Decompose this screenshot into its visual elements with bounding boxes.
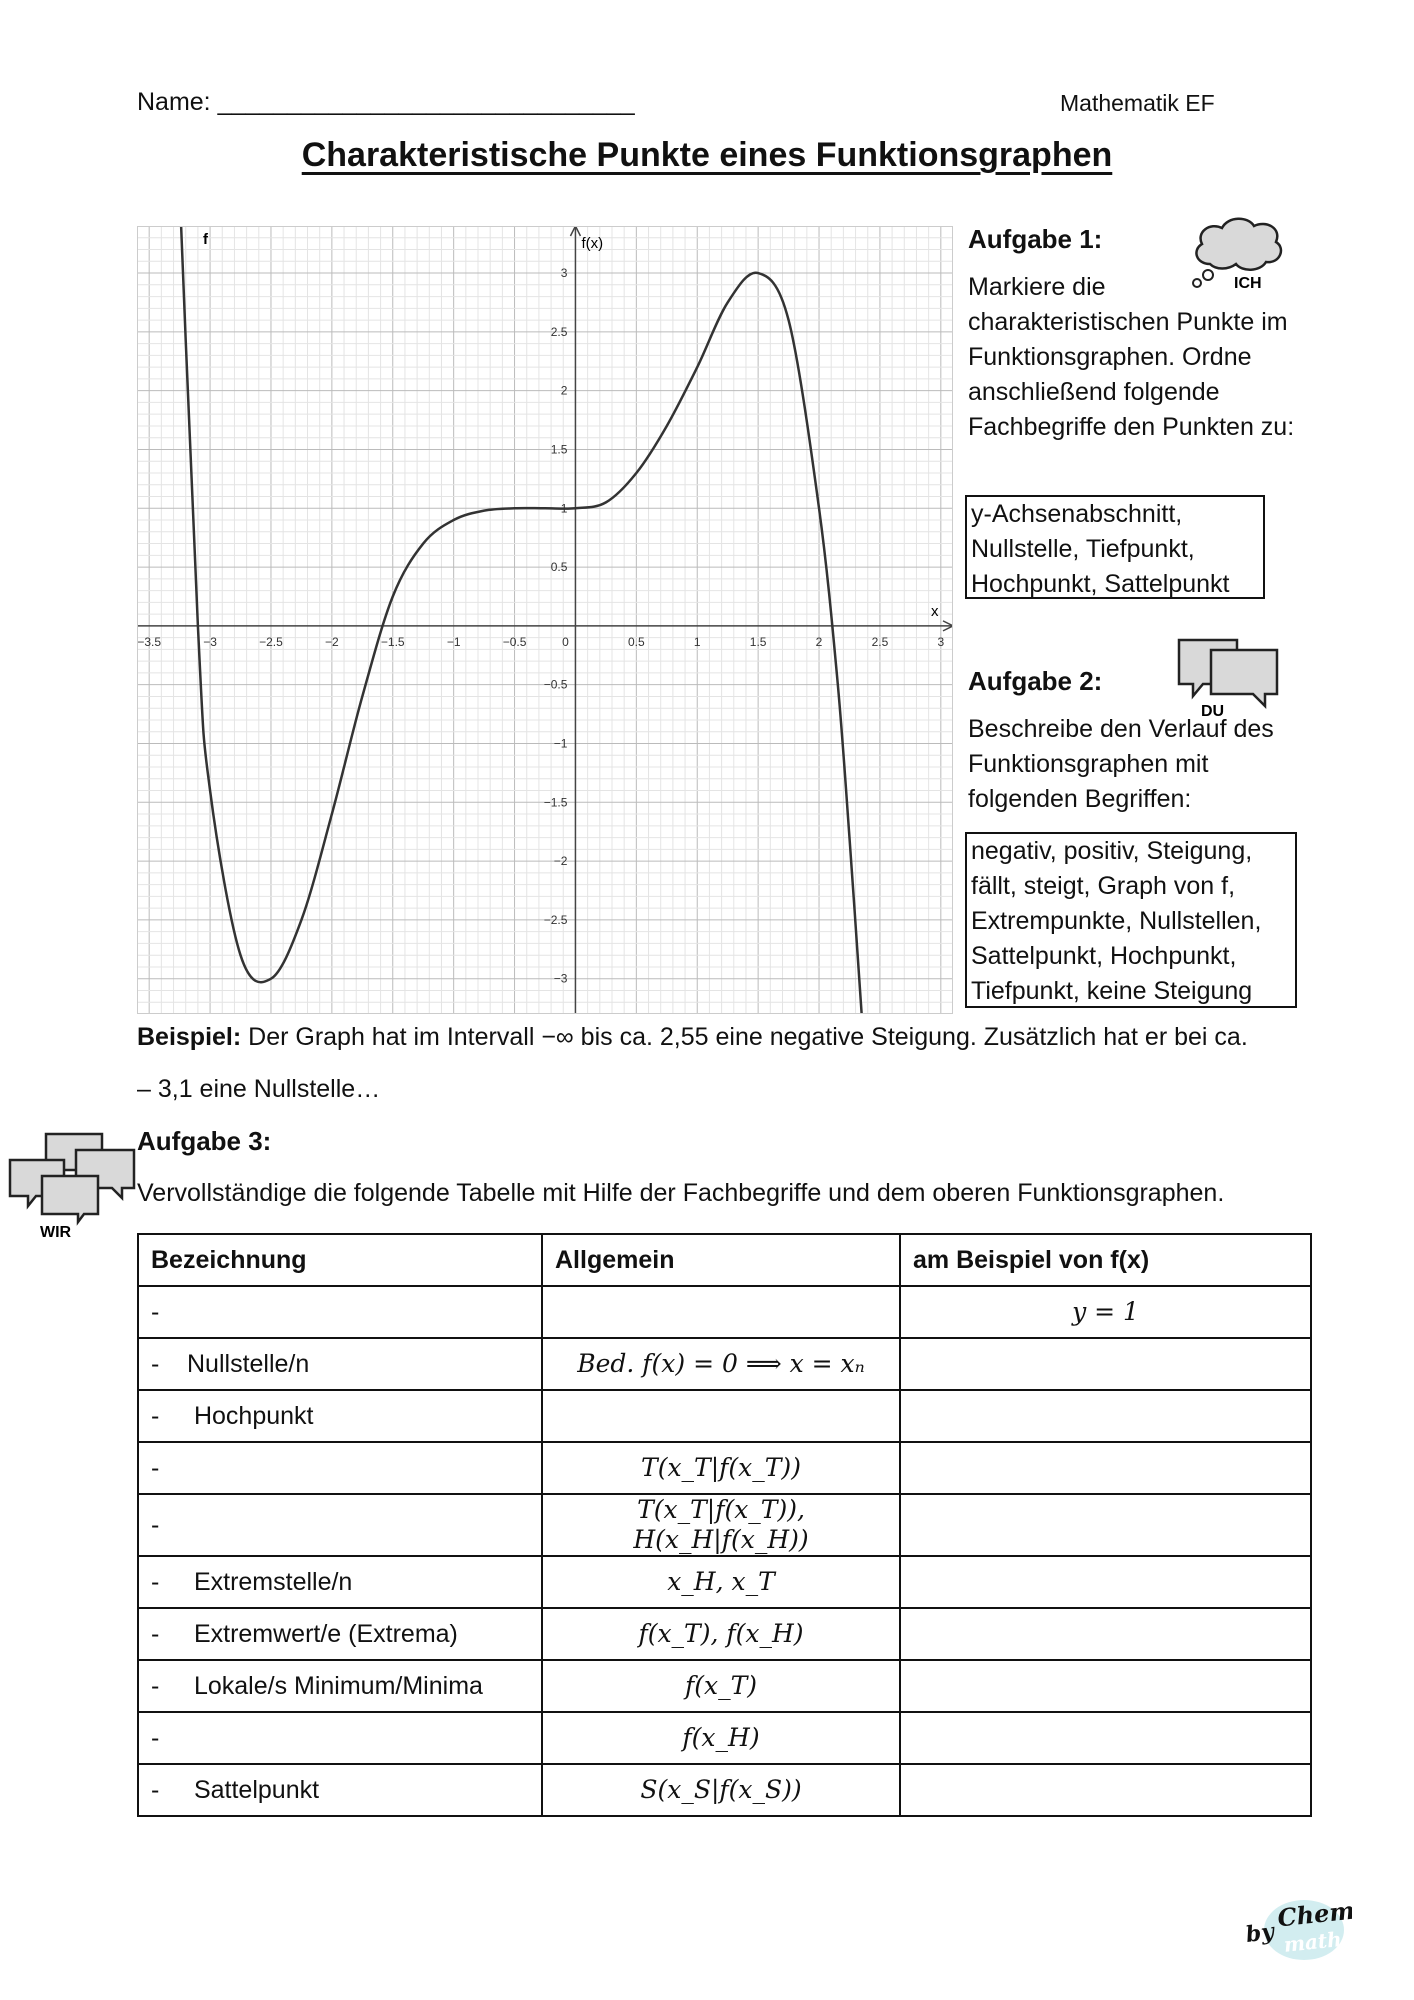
example-label: Beispiel:: [137, 1023, 242, 1051]
task3-heading: Aufgabe 3:: [137, 1126, 272, 1156]
table-header-row: [138, 1234, 1311, 1286]
x-tick-label: −0.5: [502, 634, 527, 649]
cell-name[interactable]: - Sattelpunkt: [138, 1764, 542, 1816]
x-tick-label: −2.5: [259, 634, 283, 649]
term-line: negativ, positiv, Steigung,: [971, 837, 1253, 865]
table-row: [138, 1286, 1311, 1338]
y-tick-label: 3: [560, 266, 568, 281]
function-label: f: [203, 231, 208, 248]
cell-example[interactable]: [900, 1660, 1311, 1712]
cell-general[interactable]: S(x_S|f(x_S)): [542, 1764, 900, 1816]
y-axis-label: f(x): [581, 235, 604, 252]
cell-name[interactable]: - Hochpunkt: [138, 1390, 542, 1442]
x-tick-label: −1.5: [380, 634, 405, 649]
cell-general[interactable]: x_H, x_T: [542, 1556, 900, 1608]
terms-table: [137, 1233, 1312, 1817]
table-row: [138, 1390, 1311, 1442]
cell-example[interactable]: [900, 1390, 1311, 1442]
x-tick-label: 0.5: [627, 634, 645, 649]
svg-text:math: math: [1282, 1926, 1343, 1957]
table-row: [138, 1764, 1311, 1816]
table-row: [138, 1660, 1311, 1712]
bychemmath-logo: [1242, 1890, 1352, 1970]
cell-example[interactable]: [900, 1494, 1311, 1556]
x-tick-label: −2: [325, 634, 339, 649]
y-tick-label: 2: [560, 383, 568, 398]
cell-example[interactable]: y = 1: [900, 1286, 1311, 1338]
table-row: [138, 1712, 1311, 1764]
term-line: y-Achsenabschnitt,: [971, 500, 1183, 528]
x-tick-label: 0: [562, 634, 569, 649]
table-row: [138, 1442, 1311, 1494]
name-label: Name:: [137, 88, 218, 116]
y-tick-label: −2.5: [543, 912, 568, 927]
task1-text: Markiere die charakteristischen Punkte im Funktionsgraphen. Ordne anschließend folgende Fachbegriffe den Punkten zu:: [968, 273, 1295, 441]
cell-name[interactable]: -: [138, 1442, 542, 1494]
group-bubbles-icon: [6, 1130, 138, 1240]
table-row: [138, 1608, 1311, 1660]
y-tick-label: 0.5: [550, 560, 568, 575]
graph-svg: [137, 226, 953, 1014]
term-line: Tiefpunkt, keine Steigung: [971, 977, 1253, 1005]
col-header-allgemein: Allgemein: [542, 1234, 900, 1286]
term-line: Extrempunkte, Nullstellen,: [971, 907, 1262, 935]
ich-label: ICH: [1234, 275, 1262, 292]
x-tick-label: 2: [815, 634, 823, 649]
cell-general[interactable]: f(x_T), f(x_H): [542, 1608, 900, 1660]
y-tick-label: −1.5: [543, 795, 568, 810]
page-title: Charakteristische Punkte eines Funktionsgraphen: [301, 136, 1113, 174]
cell-general[interactable]: Bed. f(x) = 0 ⟹ x = xₙ: [542, 1338, 900, 1390]
cell-general[interactable]: [542, 1286, 900, 1338]
name-field[interactable]: [137, 88, 635, 117]
svg-text:Chem: Chem: [1276, 1895, 1352, 1933]
cell-general[interactable]: T(x_T|f(x_T)), H(x_H|f(x_H)): [542, 1494, 900, 1556]
svg-text:by: by: [1244, 1918, 1276, 1949]
cell-name[interactable]: -: [138, 1712, 542, 1764]
example-line2: – 3,1 eine Nullstelle…: [137, 1075, 381, 1103]
example-line1: Der Graph hat im Intervall −∞ bis ca. 2,55 eine negative Steigung. Zusätzlich hat er bei ca.: [241, 1023, 1248, 1051]
cell-general[interactable]: T(x_T|f(x_T)): [542, 1442, 900, 1494]
cell-general[interactable]: f(x_H): [542, 1712, 900, 1764]
table-row: [138, 1338, 1311, 1390]
speech-bubbles-icon: [1175, 636, 1285, 718]
cell-example[interactable]: [900, 1556, 1311, 1608]
cell-example[interactable]: [900, 1712, 1311, 1764]
cell-example[interactable]: [900, 1764, 1311, 1816]
x-tick-label: −1: [446, 634, 461, 649]
cell-name[interactable]: - Nullstelle/n: [138, 1338, 542, 1390]
cell-name[interactable]: -: [138, 1286, 542, 1338]
name-blank: ______________________________: [217, 88, 635, 116]
cell-name[interactable]: - Lokale/s Minimum/Minima: [138, 1660, 542, 1712]
x-tick-label: −3.5: [137, 634, 162, 649]
task1-terms-box: [965, 495, 1265, 599]
cell-name[interactable]: -: [138, 1494, 542, 1556]
cell-example[interactable]: [900, 1608, 1311, 1660]
table-row: [138, 1556, 1311, 1608]
x-tick-label: 3: [937, 634, 945, 649]
term-line: Sattelpunkt, Hochpunkt,: [971, 942, 1237, 970]
term-line: Nullstelle, Tiefpunkt,: [971, 535, 1195, 563]
course-label: Mathematik EF: [1060, 90, 1215, 116]
y-tick-label: −2: [553, 854, 568, 869]
cell-example[interactable]: [900, 1442, 1311, 1494]
wir-label: WIR: [40, 1224, 72, 1240]
y-tick-label: −1: [553, 736, 568, 751]
y-tick-label: −3: [553, 971, 568, 986]
term-line: fällt, steigt, Graph von f,: [971, 872, 1236, 900]
cell-general[interactable]: [542, 1390, 900, 1442]
col-header-bezeichnung: Bezeichnung: [138, 1234, 542, 1286]
graph-frame: [138, 227, 953, 1014]
task2-heading: Aufgabe 2:: [968, 666, 1103, 696]
col-header-beispiel: am Beispiel von f(x): [900, 1234, 1311, 1286]
task1-heading: Aufgabe 1:: [968, 224, 1103, 254]
x-tick-label: 1: [693, 634, 701, 649]
x-axis-label: x: [931, 602, 939, 620]
y-tick-label: 1: [560, 501, 568, 516]
cell-name[interactable]: - Extremstelle/n: [138, 1556, 542, 1608]
cell-example[interactable]: [900, 1338, 1311, 1390]
cell-general[interactable]: f(x_T): [542, 1660, 900, 1712]
x-tick-label: 1.5: [749, 634, 767, 649]
task2-terms-box: [965, 832, 1297, 1008]
y-tick-label: 2.5: [550, 324, 568, 339]
term-line: Hochpunkt, Sattelpunkt: [971, 570, 1230, 598]
y-tick-label: −0.5: [543, 677, 568, 692]
y-tick-label: 1.5: [550, 442, 568, 457]
x-tick-label: −3: [203, 634, 217, 649]
x-tick-label: 2.5: [871, 634, 889, 649]
example-text: [137, 1020, 1337, 1055]
cell-name[interactable]: - Extremwert/e (Extrema): [138, 1608, 542, 1660]
task3-text: Vervollständige die folgende Tabelle mit Hilfe der Fachbegriffe und dem oberen Funktionsgraphen.: [137, 1179, 1225, 1207]
table-row: [138, 1494, 1311, 1556]
du-label: DU: [1201, 703, 1225, 718]
task2-text: Beschreibe den Verlauf des Funktionsgraphen mit folgenden Begriffen:: [968, 715, 1274, 813]
function-graph: [137, 226, 953, 1014]
